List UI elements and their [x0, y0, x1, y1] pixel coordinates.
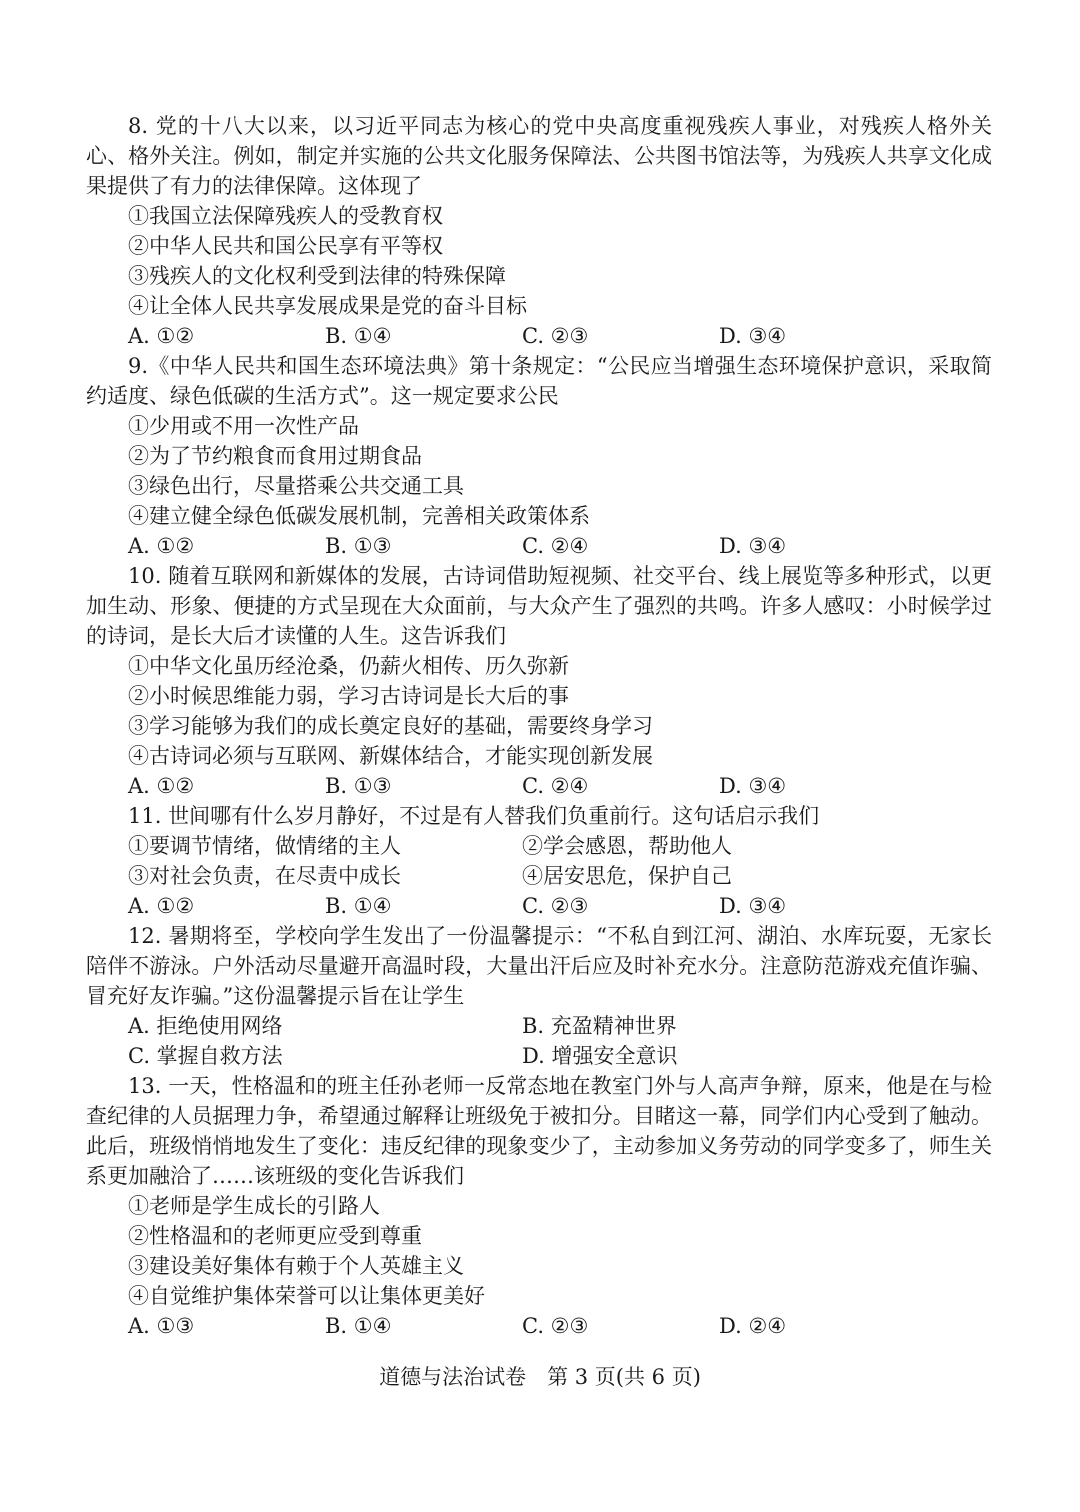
choice-b: B. ①③: [325, 774, 392, 798]
statement-option: ④自觉维护集体荣誉可以让集体更美好: [128, 1284, 485, 1308]
answer-choices: [86, 531, 992, 561]
answer-choices: [86, 771, 992, 801]
question-stem: 11. 世间哪有什么岁月静好，不过是有人替我们负重前行。这句话启示我们: [128, 804, 820, 828]
choice-c: C. ②③: [522, 894, 589, 918]
choice-a: A. 拒绝使用网络: [128, 1014, 283, 1038]
statement-option: ③残疾人的文化权利受到法律的特殊保障: [128, 264, 506, 288]
statement-option: ③学习能够为我们的成长奠定良好的基础，需要终身学习: [128, 714, 653, 738]
statement-option: ①要调节情绪，做情绪的主人: [128, 834, 401, 858]
choice-c: C. ②④: [522, 774, 589, 798]
answer-choices: [86, 321, 992, 351]
choice-b: B. 充盈精神世界: [522, 1014, 677, 1038]
statement-options-grid: [86, 831, 992, 891]
statement-option: ③绿色出行，尽量搭乘公共交通工具: [128, 474, 464, 498]
answer-choices: [86, 1311, 992, 1341]
choice-b: B. ①③: [325, 534, 392, 558]
choice-d: D. ③④: [719, 534, 787, 558]
answer-choices: [86, 891, 992, 921]
statement-option: ②为了节约粮食而食用过期食品: [128, 444, 422, 468]
question-11: [86, 801, 992, 921]
statement-option: ②小时候思维能力弱，学习古诗词是长大后的事: [128, 684, 569, 708]
statement-option: ④古诗词必须与互联网、新媒体结合，才能实现创新发展: [128, 744, 653, 768]
question-9: [86, 351, 992, 561]
question-13: [86, 1071, 992, 1341]
choice-d: D. ③④: [719, 774, 787, 798]
statement-option: ③建设美好集体有赖于个人英雄主义: [128, 1254, 464, 1278]
choice-a: A. ①②: [128, 324, 195, 348]
question-stem: 9.《中华人民共和国生态环境法典》第十条规定：“公民应当增强生态环境保护意识，采取简约适度、绿色低碳的生活方式”。这一规定要求公民: [86, 354, 992, 408]
statement-option: ①中华文化虽历经沧桑，仍薪火相传、历久弥新: [128, 654, 569, 678]
answer-choices: [86, 1011, 992, 1071]
question-8: [86, 111, 992, 351]
statement-option: ④居安思危，保护自己: [522, 864, 732, 888]
choice-b: B. ①④: [325, 324, 392, 348]
statement-option: ①少用或不用一次性产品: [128, 414, 359, 438]
statement-option: ①老师是学生成长的引路人: [128, 1194, 380, 1218]
statement-option: ②学会感恩，帮助他人: [522, 834, 732, 858]
choice-d: D. ③④: [719, 894, 787, 918]
page-footer: 道德与法治试卷 第 3 页(共 6 页): [379, 1365, 701, 1389]
choice-a: A. ①②: [128, 894, 195, 918]
statement-option: ②中华人民共和国公民享有平等权: [128, 234, 443, 258]
statement-option: ②性格温和的老师更应受到尊重: [128, 1224, 422, 1248]
choice-d: D. 增强安全意识: [522, 1044, 678, 1068]
choice-b: B. ①④: [325, 894, 392, 918]
statement-option: ③对社会负责，在尽责中成长: [128, 864, 401, 888]
statement-option: ①我国立法保障残疾人的受教育权: [128, 204, 443, 228]
question-stem: 10. 随着互联网和新媒体的发展，古诗词借助短视频、社交平台、线上展览等多种形式，以更加生动、形象、便捷的方式呈现在大众面前，与大众产生了强烈的共鸣。许多人感叹：小时候学过的诗词，是长大后才读懂的人生。这告诉我们: [86, 564, 992, 648]
question-10: [86, 561, 992, 801]
choice-b: B. ①④: [325, 1314, 392, 1338]
question-12: [86, 921, 992, 1071]
choice-c: C. ②③: [522, 1314, 589, 1338]
choice-d: D. ②④: [719, 1314, 787, 1338]
choice-d: D. ③④: [719, 324, 787, 348]
question-stem: 8. 党的十八大以来，以习近平同志为核心的党中央高度重视残疾人事业，对残疾人格外关心、格外关注。例如，制定并实施的公共文化服务保障法、公共图书馆法等，为残疾人共享文化成果提供了有力的法律保障。这体现了: [86, 114, 992, 198]
choice-a: A. ①③: [128, 1314, 195, 1338]
choice-a: A. ①②: [128, 534, 195, 558]
choice-c: C. ②④: [522, 534, 589, 558]
choice-a: A. ①②: [128, 774, 195, 798]
statement-option: ④建立健全绿色低碳发展机制，完善相关政策体系: [128, 504, 590, 528]
choice-c: C. 掌握自救方法: [128, 1044, 283, 1068]
question-stem: 13. 一天，性格温和的班主任孙老师一反常态地在教室门外与人高声争辩，原来，他是在与检查纪律的人员据理力争，希望通过解释让班级免于被扣分。目睹这一幕，同学们内心受到了触动。此后，班级悄悄地发生了变化：违反纪律的现象变少了，主动参加义务劳动的同学变多了，师生关系更加融洽了……该班级的变化告诉我们: [86, 1074, 992, 1188]
statement-option: ④让全体人民共享发展成果是党的奋斗目标: [128, 294, 527, 318]
choice-c: C. ②③: [522, 324, 589, 348]
question-stem: 12. 暑期将至，学校向学生发出了一份温馨提示：“不私自到江河、湖泊、水库玩耍，无家长陪伴不游泳。户外活动尽量避开高温时段，大量出汗后应及时补充水分。注意防范游戏充值诈骗、冒充好友诈骗。”这份温馨提示旨在让学生: [86, 924, 992, 1008]
